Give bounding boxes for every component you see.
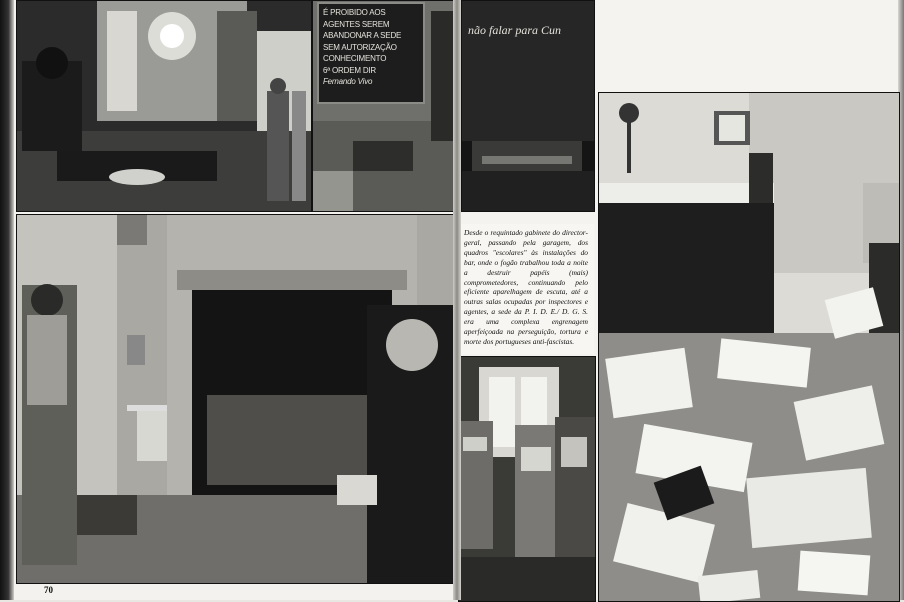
- page-number: 70: [44, 585, 53, 595]
- blackboard-line: AGENTES SEREM: [323, 19, 390, 29]
- blackboard-line: CONHECIMENTO: [323, 54, 387, 63]
- photo-blackboard-right: [461, 0, 595, 212]
- page-gutter: [453, 0, 461, 600]
- left-page-edge: [0, 0, 14, 600]
- photo-director-office: [16, 0, 312, 212]
- blackboard-line: Fernando Vivo: [323, 77, 373, 86]
- blackboard-line: ABANDONAR A SEDE: [323, 31, 402, 40]
- photo-listening-equipment: [458, 356, 596, 602]
- blackboard-line: 6ª ORDEM DIR: [323, 65, 377, 75]
- blackboard-line: É PROIBIDO AOS: [323, 8, 386, 17]
- caption-text: Desde o requintado gabinete do director-geral, passando pela garagem, dos quadros "escolares" às instalações do bar, onde o fogão trabalhou toda a noite a destruir papéis (mais) comprometedores, continuando pelo eficiente aparelhagem de escuta, até a outras salas ocupadas por inspectores e agentes, a sede da P. I. D. E./ D. G. S. era uma complexa engrenagem aperfeiçoada na perseguição, tortura e morte dos portugueses anti-fascistas.: [464, 228, 588, 346]
- blackboard-scrawl: não falar para Cun: [468, 23, 562, 37]
- photo-fireplace-sailor: [16, 214, 456, 584]
- blackboard-text: [323, 7, 423, 88]
- photo-ransacked-office: [598, 92, 900, 602]
- photo-caption: [458, 224, 594, 354]
- photo-blackboard-room: [312, 0, 456, 212]
- blackboard-line: SEM AUTORIZAÇÃO: [323, 42, 397, 52]
